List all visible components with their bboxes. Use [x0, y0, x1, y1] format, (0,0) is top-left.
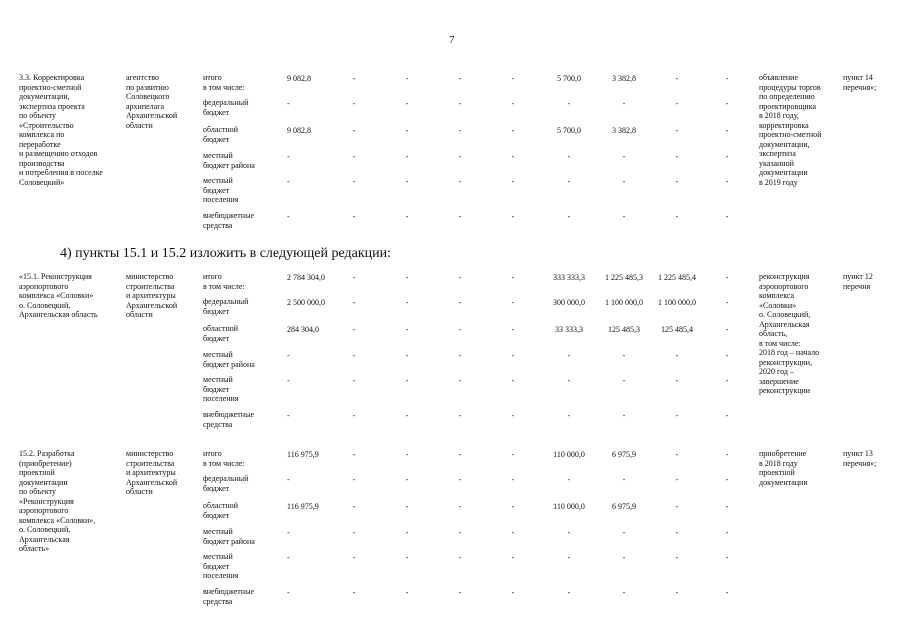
executor: агентство по развитию Соловецкого архипелага Архангельской области — [126, 73, 178, 130]
amount-cell-c6: - — [622, 177, 626, 186]
amount-cell-c4: - — [511, 325, 515, 334]
amount-cell-c8: - — [725, 553, 729, 562]
source-label: местный бюджет района — [203, 151, 255, 170]
amount-cell-c8: - — [725, 152, 729, 161]
amount-cell-c1: - — [352, 588, 356, 597]
amount-cell-c5: 333 333,3 — [553, 273, 585, 282]
amount-cell-c8: - — [725, 99, 729, 108]
amount-cell-c4: - — [511, 475, 515, 484]
amount-cell-c5: - — [567, 588, 571, 597]
amount-cell-total: 2 500 000,0 — [287, 298, 325, 307]
amount-cell-c1: - — [352, 376, 356, 385]
amount-cell-total: - — [287, 411, 290, 420]
amount-cell-c3: - — [458, 351, 462, 360]
amount-cell-c5: - — [567, 99, 571, 108]
source-label: федеральный бюджет — [203, 297, 249, 316]
amount-cell-total: - — [287, 351, 290, 360]
amount-cell-c7: - — [675, 502, 679, 511]
item-title: 15.2. Разработка (приобретение) проектной документации по объекту «Реконструкция аэропортового комплекса «Соловки», о. Соловецкий, Архангельская область» — [19, 449, 96, 553]
amount-cell-total: 284 304,0 — [287, 325, 319, 334]
amount-cell-c3: - — [458, 528, 462, 537]
amount-cell-c5: 300 000,0 — [553, 298, 585, 307]
amount-cell-c2: - — [405, 475, 409, 484]
amount-cell-c8: - — [725, 74, 729, 83]
amount-cell-c6: - — [622, 99, 626, 108]
amount-cell-c6: - — [622, 411, 626, 420]
executor: министерство строительства и архитектуры Архангельской области — [126, 449, 178, 496]
amount-cell-c3: - — [458, 74, 462, 83]
amount-cell-c4: - — [511, 351, 515, 360]
amount-cell-c7: - — [675, 126, 679, 135]
amount-cell-c7: - — [675, 99, 679, 108]
amount-cell-c1: - — [352, 351, 356, 360]
source-label: внебюджетные средства — [203, 587, 254, 606]
amount-cell-c3: - — [458, 502, 462, 511]
amount-cell-c1: - — [352, 411, 356, 420]
amount-cell-c8: - — [725, 450, 729, 459]
amount-cell-c1: - — [352, 502, 356, 511]
amount-cell-c7: - — [675, 152, 679, 161]
amount-cell-c5: - — [567, 528, 571, 537]
amount-cell-c8: - — [725, 528, 729, 537]
amount-cell-total: 116 975,9 — [287, 450, 319, 459]
amount-cell-c1: - — [352, 177, 356, 186]
amount-cell-c1: - — [352, 99, 356, 108]
amount-cell-c7: - — [675, 588, 679, 597]
amount-cell-c3: - — [458, 99, 462, 108]
amount-cell-c6: - — [622, 351, 626, 360]
page-number: 7 — [449, 34, 455, 46]
amount-cell-c4: - — [511, 553, 515, 562]
amount-cell-c2: - — [405, 74, 409, 83]
amount-cell-c2: - — [405, 212, 409, 221]
executor: министерство строительства и архитектуры Архангельской области — [126, 272, 178, 319]
reference: пункт 14 перечня»; — [843, 73, 877, 92]
amount-cell-c4: - — [511, 152, 515, 161]
amount-cell-total: - — [287, 528, 290, 537]
source-label: местный бюджет района — [203, 527, 255, 546]
source-label: областной бюджет — [203, 501, 239, 520]
source-label: местный бюджет поселения — [203, 375, 239, 403]
amount-cell-c8: - — [725, 411, 729, 420]
amount-cell-c2: - — [405, 177, 409, 186]
amount-cell-c5: - — [567, 553, 571, 562]
amount-cell-c7: - — [675, 177, 679, 186]
source-label: областной бюджет — [203, 125, 239, 144]
amount-cell-c2: - — [405, 553, 409, 562]
amount-cell-c6: 1 100 000,0 — [605, 298, 643, 307]
amount-cell-c6: - — [622, 475, 626, 484]
amount-cell-total: - — [287, 212, 290, 221]
amount-cell-c8: - — [725, 502, 729, 511]
amount-cell-c3: - — [458, 298, 462, 307]
amount-cell-c3: - — [458, 177, 462, 186]
amount-cell-c8: - — [725, 475, 729, 484]
amount-cell-total: 9 082,8 — [287, 74, 311, 83]
amount-cell-c6: - — [622, 528, 626, 537]
amount-cell-c7: - — [675, 553, 679, 562]
amount-cell-c7: - — [675, 376, 679, 385]
source-label: итого в том числе: — [203, 449, 245, 468]
amount-cell-total: - — [287, 588, 290, 597]
amount-cell-c8: - — [725, 351, 729, 360]
amount-cell-c7: - — [675, 351, 679, 360]
amount-cell-total: - — [287, 475, 290, 484]
amount-cell-c7: 1 225 485,4 — [658, 273, 696, 282]
amount-cell-c5: - — [567, 411, 571, 420]
amount-cell-c2: - — [405, 99, 409, 108]
amount-cell-c5: - — [567, 177, 571, 186]
amount-cell-c3: - — [458, 450, 462, 459]
source-label: федеральный бюджет — [203, 474, 249, 493]
amount-cell-c6: - — [622, 588, 626, 597]
amount-cell-c6: 3 382,8 — [612, 74, 636, 83]
amount-cell-c2: - — [405, 273, 409, 282]
amount-cell-c6: 6 975,9 — [612, 502, 636, 511]
amount-cell-c4: - — [511, 411, 515, 420]
amount-cell-c7: - — [675, 450, 679, 459]
amount-cell-c2: - — [405, 126, 409, 135]
amount-cell-c3: - — [458, 325, 462, 334]
amount-cell-c1: - — [352, 528, 356, 537]
amount-cell-c6: 6 975,9 — [612, 450, 636, 459]
amount-cell-c8: - — [725, 212, 729, 221]
amount-cell-c1: - — [352, 450, 356, 459]
amount-cell-c6: - — [622, 212, 626, 221]
source-label: местный бюджет поселения — [203, 552, 239, 580]
amount-cell-c3: - — [458, 126, 462, 135]
amount-cell-c5: 33 333,3 — [555, 325, 583, 334]
source-label: внебюджетные средства — [203, 211, 254, 230]
amount-cell-c5: - — [567, 152, 571, 161]
amount-cell-c1: - — [352, 553, 356, 562]
amount-cell-c4: - — [511, 177, 515, 186]
amount-cell-c8: - — [725, 298, 729, 307]
amount-cell-c2: - — [405, 588, 409, 597]
amount-cell-total: 9 082,8 — [287, 126, 311, 135]
amount-cell-c2: - — [405, 528, 409, 537]
amount-cell-c5: - — [567, 475, 571, 484]
amount-cell-c6: 1 225 485,3 — [605, 273, 643, 282]
source-label: местный бюджет района — [203, 350, 255, 369]
amount-cell-total: - — [287, 99, 290, 108]
amount-cell-c7: - — [675, 528, 679, 537]
source-label: областной бюджет — [203, 324, 239, 343]
item-title: «15.1. Реконструкция аэропортового комплекса «Соловки» о. Соловецкий, Архангельская область — [19, 272, 98, 319]
amount-cell-c3: - — [458, 152, 462, 161]
amount-cell-c4: - — [511, 212, 515, 221]
amount-cell-c5: 5 700,0 — [557, 74, 581, 83]
source-label: итого в том числе: — [203, 272, 245, 291]
amount-cell-c2: - — [405, 411, 409, 420]
amount-cell-c5: - — [567, 376, 571, 385]
amount-cell-c2: - — [405, 298, 409, 307]
source-label: федеральный бюджет — [203, 98, 249, 117]
amount-cell-c8: - — [725, 126, 729, 135]
reference: пункт 13 перечня»; — [843, 449, 877, 468]
amount-cell-c2: - — [405, 325, 409, 334]
amount-cell-c1: - — [352, 273, 356, 282]
amount-cell-total: - — [287, 152, 290, 161]
amount-cell-c5: 110 000,0 — [553, 502, 585, 511]
amount-cell-c1: - — [352, 152, 356, 161]
amount-cell-c5: 110 000,0 — [553, 450, 585, 459]
amount-cell-c7: 1 100 000,0 — [658, 298, 696, 307]
amount-cell-c3: - — [458, 553, 462, 562]
source-label: местный бюджет поселения — [203, 176, 239, 204]
amount-cell-c4: - — [511, 528, 515, 537]
amount-cell-c4: - — [511, 126, 515, 135]
amount-cell-c8: - — [725, 273, 729, 282]
amount-cell-c4: - — [511, 74, 515, 83]
reference: пункт 12 перечня — [843, 272, 873, 291]
amount-cell-c1: - — [352, 126, 356, 135]
amount-cell-c4: - — [511, 376, 515, 385]
amount-cell-c3: - — [458, 273, 462, 282]
amount-cell-c5: - — [567, 351, 571, 360]
amount-cell-c7: - — [675, 212, 679, 221]
amount-cell-total: - — [287, 376, 290, 385]
amount-cell-c3: - — [458, 411, 462, 420]
amount-cell-c3: - — [458, 376, 462, 385]
item-title: 3.3. Корректировка проектно-сметной документации, экспертиза проекта по объекту «Строительство комплекса по переработке и размещению отходов производства и потребления в поселке Соловецкий» — [19, 73, 103, 187]
amount-cell-c8: - — [725, 376, 729, 385]
amount-cell-c4: - — [511, 502, 515, 511]
amount-cell-c6: - — [622, 152, 626, 161]
section-heading: 4) пункты 15.1 и 15.2 изложить в следующей редакции: — [60, 246, 392, 261]
amount-cell-c4: - — [511, 450, 515, 459]
amount-cell-c5: 5 700,0 — [557, 126, 581, 135]
result-text: приобретение в 2018 году проектной документации — [759, 449, 808, 487]
amount-cell-c2: - — [405, 351, 409, 360]
amount-cell-c3: - — [458, 475, 462, 484]
amount-cell-c4: - — [511, 99, 515, 108]
amount-cell-c8: - — [725, 325, 729, 334]
amount-cell-c3: - — [458, 588, 462, 597]
amount-cell-c6: - — [622, 553, 626, 562]
amount-cell-c5: - — [567, 212, 571, 221]
amount-cell-c7: 125 485,4 — [661, 325, 693, 334]
amount-cell-c8: - — [725, 588, 729, 597]
amount-cell-c4: - — [511, 273, 515, 282]
amount-cell-c1: - — [352, 325, 356, 334]
amount-cell-c3: - — [458, 212, 462, 221]
amount-cell-c7: - — [675, 475, 679, 484]
result-text: объявление процедуры торгов по определению проектировщика в 2018 году, корректировка проектно-сметной документации, экспертиза указанной документации в 2019 году — [759, 73, 822, 187]
source-label: внебюджетные средства — [203, 410, 254, 429]
amount-cell-total: - — [287, 553, 290, 562]
amount-cell-c1: - — [352, 74, 356, 83]
amount-cell-c1: - — [352, 475, 356, 484]
amount-cell-c8: - — [725, 177, 729, 186]
amount-cell-c4: - — [511, 298, 515, 307]
amount-cell-c4: - — [511, 588, 515, 597]
amount-cell-total: 2 784 304,0 — [287, 273, 325, 282]
amount-cell-c2: - — [405, 450, 409, 459]
amount-cell-c2: - — [405, 376, 409, 385]
amount-cell-c6: 3 382,8 — [612, 126, 636, 135]
result-text: реконструкция аэропортового комплекса «Соловки» о. Соловецкий, Архангельская область, в том числе: 2018 год – начало реконструкции, 2020 год – завершение реконструкции — [759, 272, 820, 395]
amount-cell-c1: - — [352, 298, 356, 307]
amount-cell-c6: - — [622, 376, 626, 385]
amount-cell-total: - — [287, 177, 290, 186]
amount-cell-c7: - — [675, 411, 679, 420]
amount-cell-c6: 125 485,3 — [608, 325, 640, 334]
amount-cell-c1: - — [352, 212, 356, 221]
amount-cell-c2: - — [405, 502, 409, 511]
amount-cell-c7: - — [675, 74, 679, 83]
amount-cell-c2: - — [405, 152, 409, 161]
source-label: итого в том числе: — [203, 73, 245, 92]
amount-cell-total: 116 975,9 — [287, 502, 319, 511]
